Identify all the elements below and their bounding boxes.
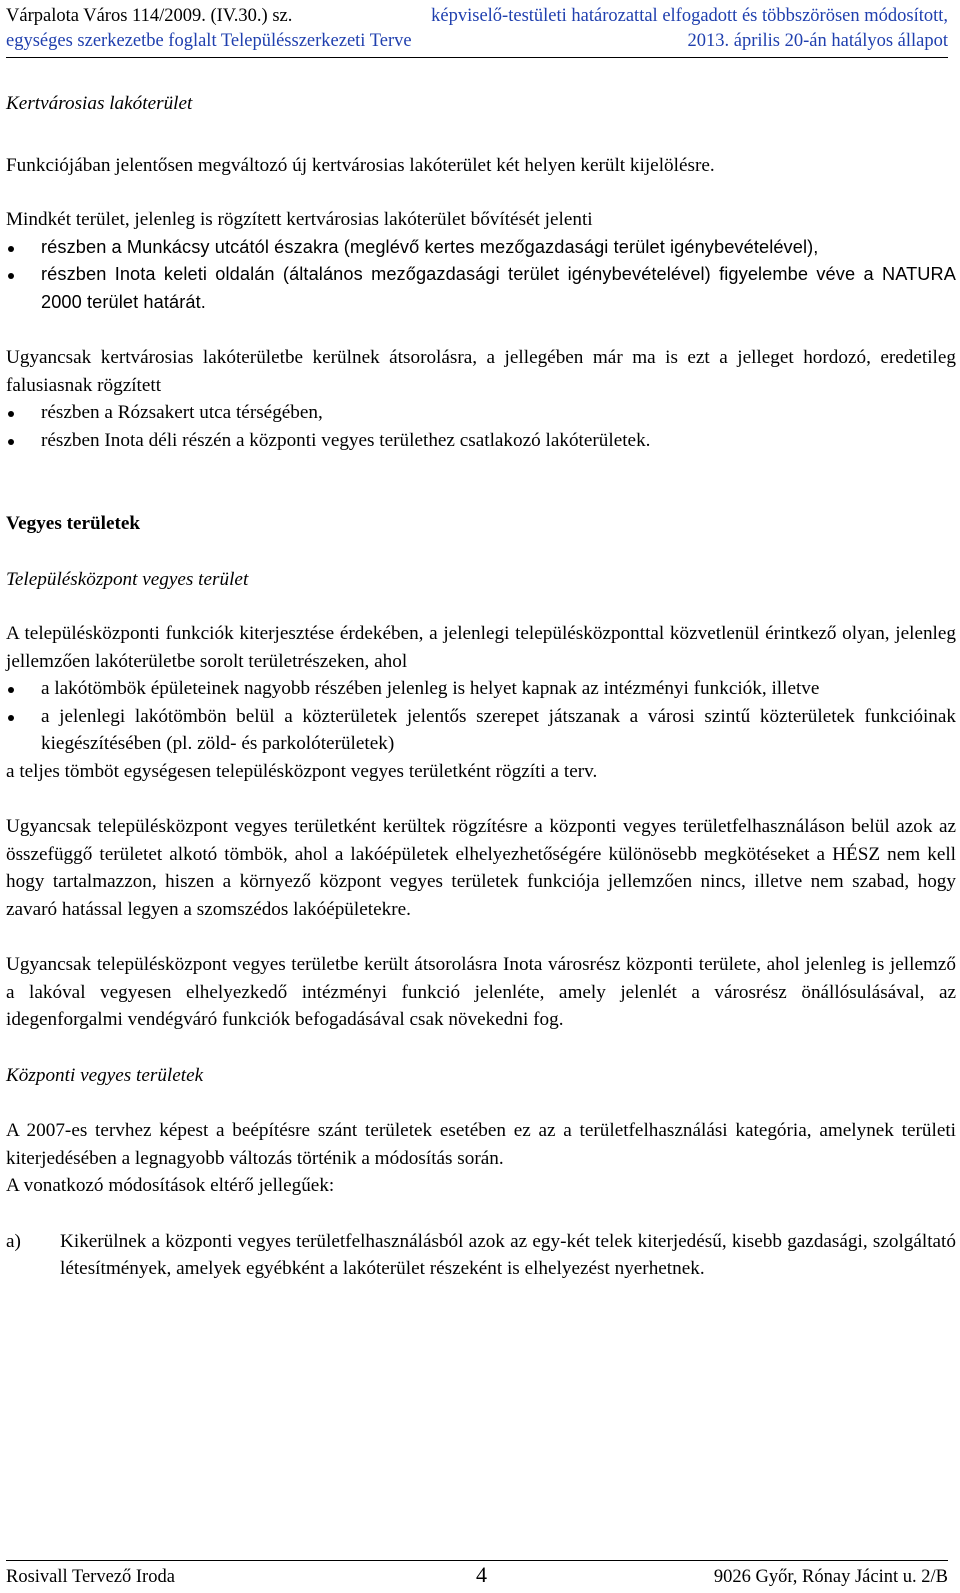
page-header	[6, 4, 948, 58]
section-heading-kertvarosias: Kertvárosias lakóterület	[6, 93, 193, 114]
paragraph-5: Ugyancsak településközpont vegyes területként kerültek rögzítésre a központi vegyes területfelhasználáson belül azok az összefüggő területet alkotó tömbök, ahol a lakóépületek elhelyezhetőségére különösebb megkötéseket a HÉSZ nem kell hogy tartalmazzon, hiszen a környező központ vegyes területek funkciója jellemzően nincs, illetve nem szabad, hogy zavaró hatással legyen a szomszédos lakóépületekre.	[6, 816, 956, 920]
subsection-heading-telepuleskozpont: Településközpont vegyes terület	[6, 568, 249, 590]
paragraph-8: A vonatkozó módosítások eltérő jellegűek:	[6, 1175, 335, 1196]
paragraph-4-intro: A településközponti funkciók kiterjesztése érdekében, a jelenlegi településközponttal közvetlenül érintkező olyan, jelenleg jellemzően lakóterületbe sorolt területrészeken, ahol	[6, 623, 956, 672]
bullet-list-1	[6, 234, 956, 317]
footer-address: 9026 Győr, Rónay Jácint u. 2/B	[713, 1567, 948, 1587]
list-item: a jelenlegi lakótömbön belül a közterületek jelentős szerepet játszanak a városi szintű közterületek funkcióinak kiegészítésében (pl. zöld- és parkolóterületek)	[41, 705, 956, 754]
header-title-right: képviselő-testületi határozattal elfogadott és többszörösen módosított,	[431, 6, 948, 26]
bullet-list-3	[6, 675, 956, 758]
list-item: részben a Munkácsy utcától északra (meglévő kertes mezőgazdasági terület igénybevételével),	[41, 236, 819, 257]
paragraph-3-intro: Ugyancsak kertvárosias lakóterületbe kerülnek átsorolásra, a jellegében már ma is ezt a jelleget hordozó, eredetileg falusiasnak rögzített	[6, 347, 956, 396]
header-title-left: Várpalota Város 114/2009. (IV.30.) sz.	[6, 6, 293, 26]
paragraph-4-end: a teljes tömböt egységesen településközpont vegyes területként rögzíti a terv.	[6, 760, 598, 782]
paragraph-2-intro: Mindkét terület, jelenleg is rögzített kertvárosias lakóterület bővítését jelenti	[6, 209, 593, 230]
subsection-heading-kozponti: Központi vegyes területek	[6, 1064, 204, 1086]
footer-company: Rosivall Tervező Iroda	[6, 1567, 175, 1587]
list-item: a lakótömbök épületeinek nagyobb részében jelenleg is helyet kapnak az intézményi funkciók, illetve	[41, 678, 820, 699]
list-item: részben Inota déli részén a központi vegyes területhez csatlakozó lakóterületek.	[41, 429, 651, 451]
list-item: részben a Rózsakert utca térségében,	[41, 402, 323, 423]
header-subtitle-left: egységes szerkezetbe foglalt Településszerkezeti Terve	[6, 31, 412, 51]
lettered-item-a	[6, 1228, 956, 1283]
paragraph-1: Funkciójában jelentősen megváltozó új kertvárosias lakóterület két helyen került kijelölésre.	[6, 154, 715, 176]
document-body	[6, 90, 956, 1283]
paragraph-7: A 2007-es tervhez képest a beépítésre szánt területek esetében ez az a területfelhasználási kategória, amelynek területi kiterjedésében a legnagyobb változás történik a módosítás során.	[6, 1120, 956, 1169]
paragraph-6: Ugyancsak településközpont vegyes területbe került átsorolásra Inota városrész központi területe, ahol jelenleg is jellemző a lakóval vegyesen elhelyezkedő intézményi funkció jelenléte, amely jelenlét a városrész önállósulásával, az idegenforgalmi vendégváró funkciók befogadásával csak növekedni fog.	[6, 954, 956, 1030]
page-number: 4	[476, 1562, 487, 1587]
header-status-right: 2013. április 20-án hatályos állapot	[687, 31, 948, 51]
page-footer	[6, 1560, 948, 1589]
list-item: részben Inota keleti oldalán (általános mezőgazdasági terület igénybevételével) figyelembe véve a NATURA 2000 terület határát.	[41, 264, 956, 312]
item-label: a)	[6, 1230, 21, 1252]
item-text: Kikerülnek a központi vegyes területfelhasználásból azok az egy-két telek kiterjedésű, kisebb gazdasági, szolgáltató létesítmények, amelyek egyébként a lakóterület részeként is elhelyezést nyerhetnek.	[60, 1230, 956, 1279]
bullet-list-2	[6, 399, 956, 454]
section-heading-vegyes: Vegyes területek	[6, 513, 141, 534]
